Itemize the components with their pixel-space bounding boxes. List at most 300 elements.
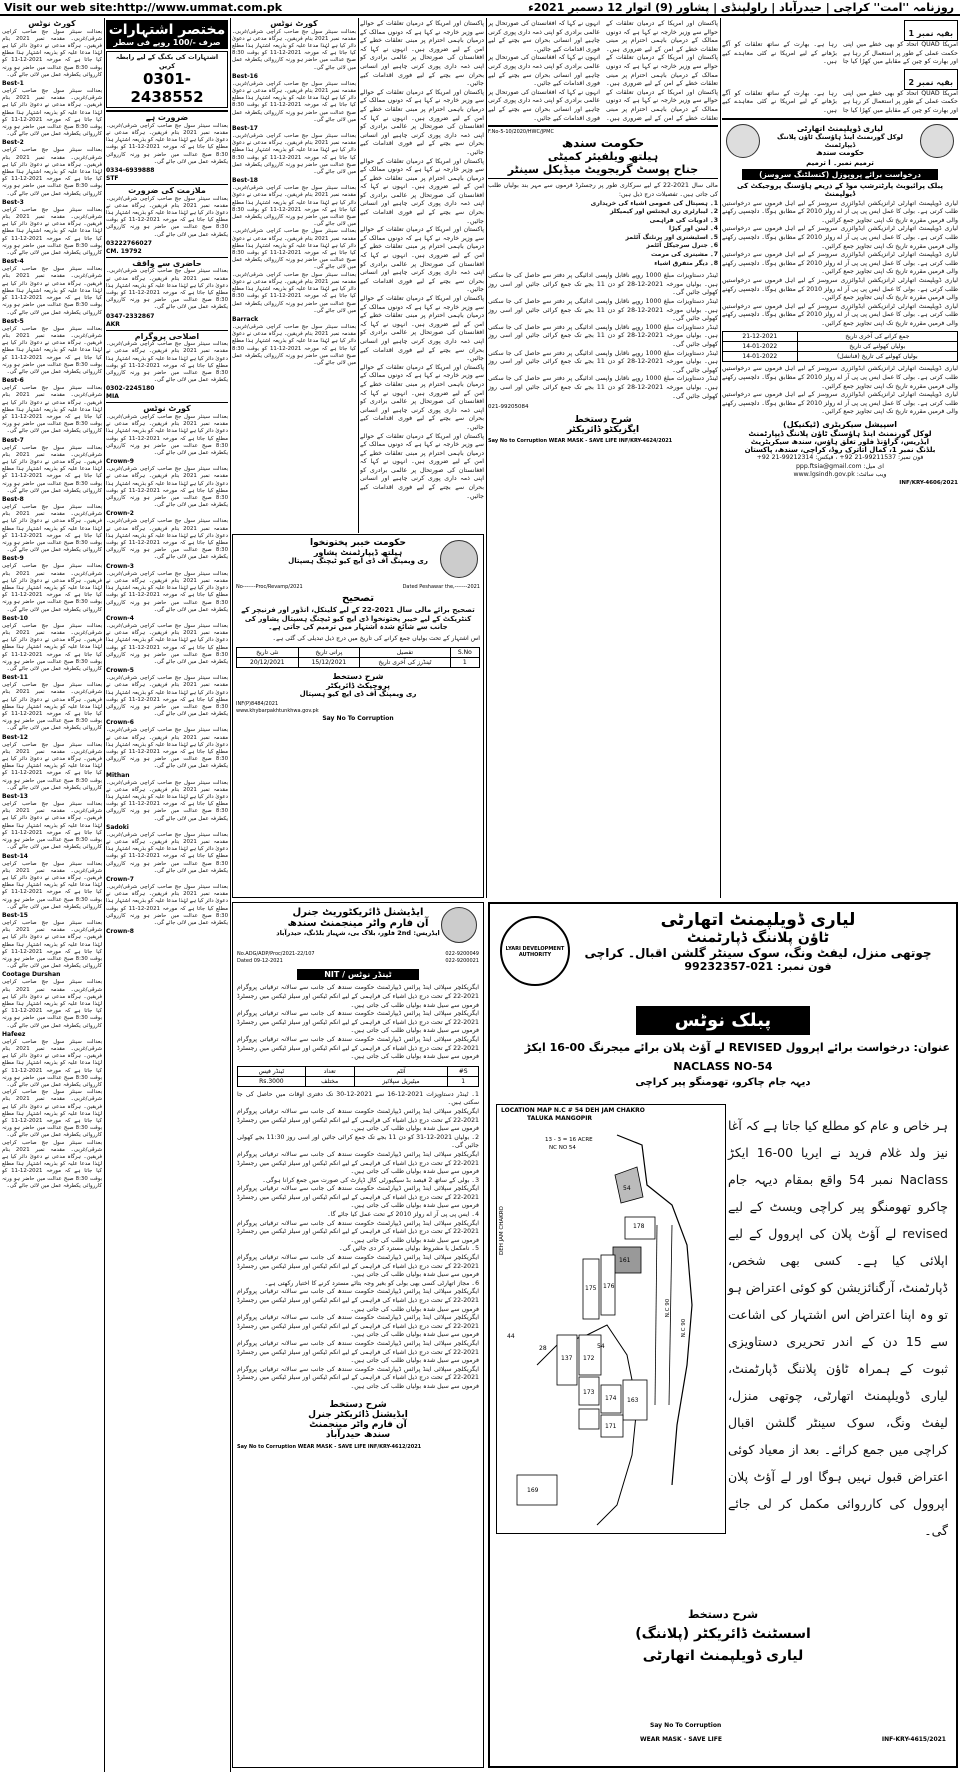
adg-sign4: سندھ حیدرآباد: [325, 1429, 391, 1440]
classified-text: بعدالت سینئر سول جج صاحب کراچی شرقی/غربی۔ مقدمہ نمبر 2021 بنام فریقین۔ ہرگاہ مدعی نے دعویٰ دائر کیا ہے لہٰذا مدعا علیہ کو بذریعہ اشتہار ہذا مطلع کیا جاتا ہے کہ مورخہ 2021-12-11 کو بوقت 8:30 صبح عدالت میں حاضر ہو ورنہ کارروائی یکطرفہ عمل میں لائی جائے گی۔: [106, 831, 228, 874]
classified-text: بعدالت سینئر سول جج صاحب کراچی شرقی/غربی۔ مقدمہ نمبر 2021 بنام فریقین۔ ہرگاہ مدعی نے دعویٰ دائر کیا ہے لہٰذا مدعا علیہ کو بذریعہ اشتہار ہذا مطلع کیا جاتا ہے کہ مورخہ 2021-12-11 کو بوقت 8:30 صبح عدالت میں حاضر ہو ورنہ کارروائی یکطرفہ عمل میں لائی جائے گی۔: [106, 570, 228, 613]
classified-text: بعدالت سینئر سول جج صاحب کراچی شرقی/غربی۔ مقدمہ نمبر 2021 بنام فریقین۔ ہرگاہ مدعی نے دعویٰ دائر کیا ہے لہٰذا مدعا علیہ کو بذریعہ اشتہار ہذا مطلع کیا جاتا ہے کہ مورخہ 2021-12-11 کو بوقت 8:30 صبح عدالت میں حاضر ہو ورنہ کارروائی یکطرفہ عمل میں لائی جائے گی۔: [232, 133, 356, 176]
crown-label: Crown-2: [106, 510, 134, 518]
jpmc-center: جناح پوسٹ گریجویٹ میڈیکل سینٹر: [488, 163, 718, 179]
plot-label: 175: [585, 1285, 597, 1292]
adg-body: ایگریکلچر سپلائی اینڈ پرائس ڈیپارٹمنٹ حکومت سندھ کی جانب سے سالانہ ترقیاتی پروگرام 2021-22 کے تحت درج ذیل اشیاء کی فراہمی کے لیے انکم ٹیکس اور سیلز ٹیکس میں رجسٹرڈ فرموں سے سیل شدہ بولیاں طلب کی جاتی ہیں۔: [237, 984, 479, 1009]
jpmc-committee: ہیلتھ ویلفیئر کمیٹی: [547, 150, 659, 164]
jpmc-item: 8۔ دیگر متفرق اشیاء: [654, 259, 718, 267]
quad-head-box: [904, 20, 958, 41]
news-body: پاکستان اور امریکا کے درمیان تعلقات کے حوالے سے وزیر خارجہ نے کہا ہے کہ دونوں ممالک کے درمیان باہمی احترام پر مبنی تعلقات خطے کے امن کے لیے ضروری ہیں۔ انہوں نے کہا کہ افغانستان کی صورتحال پر عالمی برادری کو اپنی ذمہ داری پوری کرنی چاہیے اور انسانی بحران سے بچنے کے لیے فوری اقدامات کیے جائیں۔: [360, 88, 484, 156]
map-title: LOCATION MAP N.C # 54 DEH JAM CHAKRO: [501, 1107, 645, 1114]
lda-logo-icon: [500, 916, 570, 986]
best-label: Best-6: [2, 377, 24, 385]
adg-footer: Say No to Corruption WEAR MASK - SAVE LIFE INF/KRY-4612/2021: [237, 1443, 422, 1450]
lda-rfp-ad: [722, 122, 958, 486]
lda-sign3: لیاری ڈویلپمنٹ اتھارٹی: [642, 1648, 804, 1664]
table-cell: ٹینڈر فیس: [238, 1066, 306, 1076]
classified-column-right: [232, 20, 356, 530]
news-column: [360, 20, 484, 530]
crown-label: Crown-8: [106, 928, 134, 936]
kp-header: [236, 538, 480, 584]
map-nc90: N.C 90: [665, 1298, 672, 1318]
classified-phone: 0302-2245180: [106, 385, 155, 393]
classified-text: بعدالت سینئر سول جج صاحب کراچی شرقی/غربی۔ مقدمہ نمبر 2021 بنام فریقین۔ ہرگاہ مدعی نے دعویٰ دائر کیا ہے لہٰذا مدعا علیہ کو بذریعہ اشتہار ہذا مطلع کیا جاتا ہے کہ مورخہ 2021-12-11 کو بوقت 8:30 صبح عدالت میں حاضر ہو ورنہ کارروائی یکطرفہ عمل میں لائی جائے گی۔: [2, 801, 102, 851]
divider: [106, 184, 228, 185]
adg-body: ایگریکلچر سپلائی اینڈ پرائس ڈیپارٹمنٹ حکومت سندھ کی جانب سے سالانہ ترقیاتی پروگرام 2021-22 کے تحت درج ذیل اشیاء کی فراہمی کے لیے انکم ٹیکس اور سیلز ٹیکس میں رجسٹرڈ فرموں سے سیل شدہ بولیاں طلب کی جاتی ہیں۔: [237, 1035, 479, 1061]
classified-suffix: AKR: [106, 320, 120, 328]
jpmc-item: 3۔ ادویات کی فراہمی: [649, 216, 718, 224]
adg-tender-ad: [232, 902, 484, 1768]
table-cell: 1: [448, 1076, 479, 1086]
table-row: [237, 647, 480, 657]
plot-label: 28: [539, 1345, 547, 1352]
table-cell: 21-12-2021: [723, 332, 798, 342]
booking-text: اشتہارات کی بکنگ کے لیے رابطہ کریں: [115, 53, 219, 70]
best-label: Best-10: [2, 614, 28, 622]
best-label: Best-4: [2, 258, 24, 266]
news-body: پاکستان اور امریکا کے درمیان تعلقات کے حوالے سے وزیر خارجہ نے کہا ہے کہ دونوں ممالک کے درمیان باہمی احترام پر مبنی تعلقات خطے کے امن کے لیے ضروری ہیں۔ انہوں نے کہا کہ افغانستان کی صورتحال پر عالمی برادری کو اپنی ذمہ داری پوری کرنی چاہیے اور انسانی بحران سے بچنے کے لیے فوری اقدامات کیے جائیں۔: [360, 226, 484, 294]
kp-sign2: پروجیکٹ ڈائریکٹر: [326, 680, 390, 690]
best-label: Best-3: [2, 198, 24, 206]
court-notice-head: کورٹ نوٹس: [143, 404, 191, 414]
adg-header: [237, 907, 479, 951]
adg-body: ایگریکلچر سپلائی اینڈ پرائس ڈیپارٹمنٹ حکومت سندھ کی جانب سے سالانہ ترقیاتی پروگرام 2021-22 کے تحت درج ذیل اشیاء کی فراہمی کے لیے انکم ٹیکس اور سیلز ٹیکس میں رجسٹرڈ فرموں سے سیل شدہ بولیاں طلب کی جاتی ہیں۔: [237, 1254, 479, 1279]
map-area1: 13 - 3 = 16 ACRE: [545, 1137, 593, 1143]
classified-text: بعدالت سینئر سول جج صاحب کراچی شرقی/غربی۔ مقدمہ نمبر 2021 بنام فریقین۔ ہرگاہ مدعی نے دعویٰ دائر کیا ہے لہٰذا مدعا علیہ کو بذریعہ اشتہار ہذا مطلع کیا جاتا ہے کہ مورخہ 2021-12-11 کو بوقت 8:30 صبح عدالت میں حاضر ہو ورنہ کارروائی یکطرفہ عمل میں لائی جائے گی۔: [2, 503, 102, 554]
news-body: پاکستان اور امریکا کے درمیان تعلقات کے حوالے سے وزیر خارجہ نے کہا ہے کہ دونوں ممالک کے درمیان باہمی احترام پر مبنی تعلقات خطے کے امن کے لیے ضروری ہیں۔ انہوں نے کہا کہ افغانستان کی صورتحال پر عالمی برادری کو اپنی ذمہ داری پوری کرنی چاہیے اور انسانی بحران سے بچنے کے لیے فوری اقدامات کیے جائیں۔: [360, 157, 484, 225]
classified-text: بعدالت سینئر سول جج صاحب کراچی شرقی/غربی۔ مقدمہ نمبر 2021 بنام فریقین۔ ہرگاہ مدعی نے دعویٰ دائر کیا ہے لہٰذا مدعا علیہ کو بذریعہ اشتہار ہذا مطلع کیا جاتا ہے کہ مورخہ 2021-12-11 کو بوقت 8:30 صبح عدالت میں حاضر ہو ورنہ کارروائی یکطرفہ عمل میں لائی جائے گی۔: [106, 727, 228, 770]
rfp-subject: پبلک پرائیویٹ پارٹنرشپ موڈ کے ذریعے ہاؤسنگ پروجیکٹ کی ڈیولپمنٹ: [737, 181, 943, 198]
table-cell: 14-01-2022: [723, 352, 798, 362]
plot-label: 178: [633, 1223, 645, 1230]
classified-text: بعدالت سینئر سول جج صاحب کراچی شرقی/غربی۔ مقدمہ نمبر 2021 بنام فریقین۔ ہرگاہ مدعی نے دعویٰ دائر کیا ہے لہٰذا مدعا علیہ کو بذریعہ اشتہار ہذا مطلع کیا جاتا ہے کہ مورخہ 2021-12-11 کو بوقت 8:30 صبح عدالت میں حاضر ہو ورنہ کارروائی یکطرفہ عمل میں لائی جائے گی۔: [106, 414, 228, 457]
jpmc-phone: 021-99205084: [488, 404, 529, 411]
lda-mask: WEAR MASK - SAVE LIFE: [640, 1736, 722, 1743]
name-label: Cootage Durshan: [2, 971, 61, 979]
best-label: Best-17: [232, 125, 258, 133]
table-cell: Rs.3000: [238, 1076, 306, 1086]
adg-clause: 4۔ ایس پی پی آر اے رولز 2010 کے تحت عمل کیا جائے گا۔: [327, 1211, 479, 1219]
table-cell: پرانی تاریخ: [298, 647, 360, 657]
jpmc-item: 6۔ جنرل سرجیکل آئٹمز: [646, 242, 718, 250]
adg-address: ایڈریس: 2nd فلور، بلاک بی، شہباز بلڈنگ، حیدرآباد: [276, 929, 440, 937]
jpmc-footer: Say No to Corruption WEAR MASK - SAVE LIFE INF/KRY-4624/2021: [488, 438, 673, 445]
best-label: Best-1: [2, 80, 24, 88]
rfp-authority: لیاری ڈویلپمنٹ اتھارٹی: [797, 123, 883, 133]
table-cell: S#: [448, 1066, 479, 1076]
adg-clause: 2۔ بولیاں 2021-12-31 کو دن 11 بجے تک جمع کرائی جائیں اور اسی روز 11:30 بجے کھولی جائیں گی۔: [237, 1133, 480, 1150]
jpmc-intro: مالی سال 2021-22 کے لیے سرکاری طور پر رجسٹرڈ فرموں سے مہر بند بولیاں طلب کی جاتی ہیں۔ تفصیلات درج ذیل ہیں:: [488, 182, 718, 198]
plot-label: 137: [561, 1355, 573, 1362]
misc-head: ملازمت کی ضرورت: [128, 186, 206, 195]
divider: [106, 330, 228, 331]
lda-header: [496, 910, 950, 1002]
adg-title2: آن فارم واٹر مینجمنٹ سندھ: [287, 918, 429, 929]
classified-suffix: CM. 19792: [106, 247, 142, 255]
lda-banner: پبلک نوٹس: [636, 1006, 810, 1035]
sindh-seal-icon: [441, 907, 477, 943]
lda-sign1: شرح دستخط: [687, 1608, 759, 1621]
quad-head: بقیہ نمبر 1: [908, 29, 953, 38]
classified-text: بعدالت سینئر سول جج صاحب کراچی شرقی/غربی۔ مقدمہ نمبر 2021 بنام فریقین۔ ہرگاہ مدعی نے دعویٰ دائر کیا ہے لہٰذا مدعا علیہ کو بذریعہ اشتہار ہذا مطلع کیا جاتا ہے کہ مورخہ 2021-12-11 کو بوقت 8:30 صبح عدالت میں حاضر ہو ورنہ کارروائی یکطرفہ عمل میں لائی جائے گی۔: [232, 28, 356, 71]
adg-body: ایگریکلچر سپلائی اینڈ پرائس ڈیپارٹمنٹ حکومت سندھ کی جانب سے سالانہ ترقیاتی پروگرام 2021-22 کے تحت درج ذیل اشیاء کی فراہمی کے لیے انکم ٹیکس اور سیلز ٹیکس میں رجسٹرڈ فرموں سے سیل شدہ بولیاں طلب کی جاتی ہیں۔: [237, 1010, 479, 1035]
rfp-body: لیاری ڈویلپمنٹ اتھارٹی ٹرانزیکشن ایڈوائزری سروسز کے لیے اہل فرموں سے درخواستیں طلب کرتی ہے۔ بولی کا عمل ایس پی پی آر اے رولز 2010 کے مطابق ہوگا۔ دلچسپی رکھنے والی فرمیں مقررہ تاریخ تک اپنی تجاویز جمع کرائیں۔: [722, 199, 958, 224]
news-body: پاکستان اور امریکا کے درمیان تعلقات کے حوالے سے وزیر خارجہ نے کہا ہے کہ دونوں ممالک کے درمیان باہمی احترام پر مبنی تعلقات خطے کے امن کے لیے ضروری ہیں۔ انہوں نے کہا کہ افغانستان کی صورتحال پر عالمی برادری کو اپنی ذمہ داری پوری کرنی چاہیے اور انسانی بحران سے بچنے کے لیے فوری اقدامات کیے جائیں۔: [360, 432, 484, 500]
column-rule: [104, 18, 105, 1772]
lda-dept: ٹاؤن پلاننگ ڈپارٹمنٹ: [686, 930, 830, 946]
adg-nit: ٹینڈر نوٹس / NIT: [297, 969, 419, 980]
plot-label: 171: [605, 1423, 617, 1430]
page-header: [0, 0, 960, 16]
plot-label: 54: [623, 1185, 631, 1192]
needed-head: ضرورت ہے: [145, 113, 189, 123]
map-area2: NC NO 54: [549, 1145, 576, 1151]
adg-no: No.ADG/ADP/Proc/2021-22/107: [237, 951, 315, 957]
classified-text: بعدالت سینئر سول جج صاحب کراچی شرقی/غربی۔ مقدمہ نمبر 2021 بنام فریقین۔ ہرگاہ مدعی نے دعویٰ دائر کیا ہے لہٰذا مدعا علیہ کو بذریعہ اشتہار ہذا مطلع کیا جاتا ہے کہ مورخہ 2021-12-11 کو بوقت 8:30 صبح عدالت میں حاضر ہو ورنہ کارروائی یکطرفہ عمل میں لائی جائے گی۔: [2, 1038, 102, 1088]
rfp-body: لیاری ڈویلپمنٹ اتھارٹی ٹرانزیکشن ایڈوائزری سروسز کے لیے اہل فرموں سے درخواستیں طلب کرتی ہے۔ بولی کا عمل ایس پی پی آر اے رولز 2010 کے مطابق ہوگا۔ دلچسپی رکھنے والی فرمیں مقررہ تاریخ تک اپنی تجاویز جمع کرائیں۔: [722, 365, 958, 390]
rfp-banner: درخواست برائے پروپوزل (کنسلٹنگ سروسز): [742, 169, 938, 180]
rfp-body: لیاری ڈویلپمنٹ اتھارٹی ٹرانزیکشن ایڈوائزری سروسز کے لیے اہل فرموں سے درخواستیں طلب کرتی ہے۔ بولی کا عمل ایس پی پی آر اے رولز 2010 کے مطابق ہوگا۔ دلچسپی رکھنے والی فرمیں مقررہ تاریخ تک اپنی تجاویز جمع کرائیں۔: [722, 302, 958, 327]
cont-head-box: [904, 69, 958, 90]
rfp-phone: فون نمبر: 99211537-21 92+ ، فیکس: 99212314-21 92+: [756, 454, 924, 462]
plot-label: 172: [583, 1355, 595, 1362]
lda-public-notice: [488, 902, 958, 1768]
rfp-address: ایڈریس، گراؤنڈ فلور تغلق ہاؤس، سندھ سیکریٹریٹ: [750, 438, 930, 447]
table-row: [723, 352, 958, 362]
classified-text: بعدالت سینئر سول جج صاحب کراچی شرقی/غربی۔ مقدمہ نمبر 2021 بنام فریقین۔ ہرگاہ مدعی نے دعویٰ دائر کیا ہے لہٰذا مدعا علیہ کو بذریعہ اشتہار ہذا مطلع کیا جاتا ہے کہ مورخہ 2021-12-11 کو بوقت 8:30 صبح عدالت میں حاضر ہو ورنہ کارروائی یکطرفہ عمل میں لائی جائے گی۔: [2, 28, 102, 78]
table-cell: تعداد: [305, 1066, 354, 1076]
right-column: [722, 20, 958, 898]
table-cell: نئی تاریخ: [237, 647, 299, 657]
classifieds-title: [106, 20, 228, 49]
news-body: پاکستان اور امریکا کے درمیان تعلقات کے حوالے سے وزیر خارجہ نے کہا ہے کہ دونوں ممالک کے درمیان باہمی احترام پر مبنی تعلقات خطے کے امن کے لیے ضروری ہیں۔ انہوں نے کہا کہ افغانستان کی صورتحال پر عالمی برادری کو اپنی ذمہ داری پوری کرنی چاہیے اور انسانی بحران سے بچنے کے لیے فوری اقدامات کیے جائیں۔: [488, 88, 718, 122]
adg-date-line: [237, 958, 479, 965]
divider: [106, 402, 228, 403]
classified-text: بعدالت سینئر سول جج صاحب کراچی شرقی/غربی۔ مقدمہ نمبر 2021 بنام فریقین۔ ہرگاہ مدعی نے دعویٰ دائر کیا ہے لہٰذا مدعا علیہ کو بذریعہ اشتہار ہذا مطلع کیا جاتا ہے کہ مورخہ 2021-12-11 کو بوقت 8:30 صبح عدالت میں حاضر ہو ورنہ کارروائی یکطرفہ عمل میں لائی جائے گی۔: [232, 228, 356, 271]
classified-text: بعدالت سینئر سول جج صاحب کراچی شرقی/غربی۔ مقدمہ نمبر 2021 بنام فریقین۔ ہرگاہ مدعی نے دعویٰ دائر کیا ہے لہٰذا مدعا علیہ کو بذریعہ اشتہار ہذا مطلع کیا جاتا ہے کہ مورخہ 2021-12-11 کو بوقت 8:30 صبح عدالت میں حاضر ہو ورنہ کارروائی یکطرفہ عمل میں لائی جائے گی۔: [106, 884, 228, 927]
adg-dated: Dated 09-12-2021: [237, 958, 283, 965]
rfp-subgov: حکومت سندھ: [815, 148, 865, 157]
website-url[interactable]: Visit our web site:http://www.ummat.com.pk: [4, 1, 283, 14]
classified-text: بعدالت سینئر سول جج صاحب کراچی شرقی/غربی۔ مقدمہ نمبر 2021 بنام فریقین۔ ہرگاہ مدعی نے دعویٰ دائر کیا ہے لہٰذا مدعا علیہ کو بذریعہ اشتہار ہذا مطلع کیا جاتا ہے کہ مورخہ 2021-12-11 کو بوقت 8:30 صبح عدالت میں حاضر ہو ورنہ کارروائی یکطرفہ عمل میں لائی جائے گی۔: [2, 622, 102, 673]
adg-phone1: 022-9200049: [445, 951, 479, 957]
kp-seal-icon: [440, 540, 478, 578]
misc-head: اصلاحی پروگرام: [134, 331, 200, 341]
classified-text: بعدالت سینئر سول جج صاحب کراچی شرقی/غربی۔ مقدمہ نمبر 2021 بنام فریقین۔ ہرگاہ مدعی نے دعویٰ دائر کیا ہے لہٰذا مدعا علیہ کو بذریعہ اشتہار ہذا مطلع کیا جاتا ہے کہ مورخہ 2021-12-11 کو بوقت 8:30 صبح عدالت میں حاضر ہو ورنہ کارروائی یکطرفہ عمل میں لائی جائے گی۔: [106, 622, 228, 665]
crown-label: Crown-9: [106, 458, 134, 466]
rfp-body: لیاری ڈویلپمنٹ اتھارٹی ٹرانزیکشن ایڈوائزری سروسز کے لیے اہل فرموں سے درخواستیں طلب کرتی ہے۔ بولی کا عمل ایس پی پی آر اے رولز 2010 کے مطابق ہوگا۔ دلچسپی رکھنے والی فرمیں مقررہ تاریخ تک اپنی تجاویز جمع کرائیں۔: [722, 391, 958, 416]
rfp-address2: بلڈنگ نمبر 1، کمال اتاترک روڈ، کراچی، سندھ، پاکستان: [744, 446, 936, 455]
plot-label: 44: [507, 1333, 515, 1340]
kp-corruption: Say No To Corruption: [322, 714, 394, 722]
news-body: پاکستان اور امریکا کے درمیان تعلقات کے حوالے سے وزیر خارجہ نے کہا ہے کہ دونوں ممالک کے درمیان باہمی احترام پر مبنی تعلقات خطے کے امن کے لیے ضروری ہیں۔ انہوں نے کہا کہ افغانستان کی صورتحال پر عالمی برادری کو اپنی ذمہ داری پوری کرنی چاہیے اور انسانی بحران سے بچنے کے لیے فوری اقدامات کیے جائیں۔: [488, 54, 718, 88]
name-label: Hafeez: [2, 1030, 26, 1038]
table-cell: 1: [450, 657, 479, 667]
table-cell: 15/12/2021: [298, 657, 360, 667]
adg-body: ایگریکلچر سپلائی اینڈ پرائس ڈیپارٹمنٹ حکومت سندھ کی جانب سے سالانہ ترقیاتی پروگرام 2021-22 کے تحت درج ذیل اشیاء کی فراہمی کے لیے انکم ٹیکس اور سیلز ٹیکس میں رجسٹرڈ فرموں سے سیل شدہ بولیاں طلب کی جاتی ہیں۔: [237, 1365, 479, 1390]
jpmc-item: 2۔ لیبارٹری ری ایجنٹس اور کیمیکلز: [609, 208, 718, 216]
lda-deh: دیہہ جام چاکرو، تھومنگو پیر کراچی: [635, 1077, 811, 1088]
classified-column-mid: [106, 20, 228, 1770]
kp-table: [236, 647, 480, 668]
table-cell: S.No: [450, 647, 479, 657]
column-rule: [230, 18, 231, 1772]
adg-ref-line: [237, 951, 479, 958]
kp-dept: ہیلتھ ڈیپارٹمنٹ پشاور: [313, 548, 403, 557]
news-body: پاکستان اور امریکا کے درمیان تعلقات کے حوالے سے وزیر خارجہ نے کہا ہے کہ دونوں ممالک کے درمیان باہمی احترام پر مبنی تعلقات خطے کے امن کے لیے ضروری ہیں۔ انہوں نے کہا کہ افغانستان کی صورتحال پر عالمی برادری کو اپنی ذمہ داری پوری کرنی چاہیے اور انسانی بحران سے بچنے کے لیے فوری اقدامات کیے جائیں۔: [360, 363, 484, 431]
dateline: روزنامہ ''امت'' کراچی | حیدرآباد | راولپنڈی | پشاور (9) اتوار 12 دسمبر 2021ء: [528, 1, 954, 14]
best-label: Best-2: [2, 139, 24, 147]
rfp-dates-table: [722, 331, 958, 362]
court-notice-head: کورٹ نوٹس: [28, 20, 76, 28]
best-label: Best-12: [2, 733, 28, 741]
jpmc-body: ٹینڈر دستاویزات مبلغ 1000 روپے ناقابل واپسی ادائیگی پر دفتر سے حاصل کی جا سکتی ہیں۔ بولیاں مورخہ 2021-12-28 کو دن 11 بجے تک جمع کرائی جائیں اور اسی روز کھولی جائیں گی۔: [488, 375, 718, 400]
plot-label: 176: [603, 1283, 615, 1290]
classified-text: بعدالت سینئر سول جج صاحب کراچی شرقی/غربی۔ مقدمہ نمبر 2021 بنام فریقین۔ ہرگاہ مدعی نے دعویٰ دائر کیا ہے لہٰذا مدعا علیہ کو بذریعہ اشتہار ہذا مطلع کیا جاتا ہے کہ مورخہ 2021-12-11 کو بوقت 8:30 صبح عدالت میں حاضر ہو ورنہ کارروائی یکطرفہ عمل میں لائی جائے گی۔: [2, 88, 102, 138]
news-body: پاکستان اور امریکا کے درمیان تعلقات کے حوالے سے وزیر خارجہ نے کہا ہے کہ دونوں ممالک کے درمیان باہمی احترام پر مبنی تعلقات خطے کے امن کے لیے ضروری ہیں۔ انہوں نے کہا کہ افغانستان کی صورتحال پر عالمی برادری کو اپنی ذمہ داری پوری کرنی چاہیے اور انسانی بحران سے بچنے کے لیے فوری اقدامات کیے جائیں۔: [360, 295, 484, 363]
classified-text: بعدالت سینئر سول جج صاحب کراچی شرقی/غربی۔ مقدمہ نمبر 2021 بنام فریقین۔ ہرگاہ مدعی نے دعویٰ دائر کیا ہے لہٰذا مدعا علیہ کو بذریعہ اشتہار ہذا مطلع کیا جاتا ہے کہ مورخہ 2021-12-11 کو بوقت 8:30 صبح عدالت میں حاضر ہو ورنہ کارروائی یکطرفہ عمل میں لائی جائے گی۔: [106, 466, 228, 509]
quad-text: امریکا QUAD اتحاد کو بھی خطے میں اپنی حکمت عملی کے طور پر استعمال کر رہا ہے اور بھارت کو چین کے مقابلے میں کھڑا کیا جا رہا ہے۔ بھارت کے ساتھ تعلقات کو آگے بڑھانے کے لیے امریکا نے کئی معاہدے کیے ہیں۔: [722, 89, 958, 114]
crown-label: Crown-7: [106, 876, 134, 883]
lda-address: چوتھی منزل، لیفٹ ونگ، سوک سینٹر گلشن اقبال۔ کراچی: [584, 946, 932, 960]
jpmc-body: ٹینڈر دستاویزات مبلغ 1000 روپے ناقابل واپسی ادائیگی پر دفتر سے حاصل کی جا سکتی ہیں۔ بولیاں مورخہ 2021-12-28 کو دن 11 بجے تک جمع کرائی جائیں اور اسی روز کھولی جائیں گی۔: [488, 272, 718, 297]
jpmc-ad: [488, 129, 718, 444]
classified-text: بعدالت سینئر سول جج صاحب کراچی شرقی/غربی۔ مقدمہ نمبر 2021 بنام فریقین۔ ہرگاہ مدعی نے دعویٰ دائر کیا ہے لہٰذا مدعا علیہ کو بذریعہ اشتہار ہذا مطلع کیا جاتا ہے کہ مورخہ 2021-12-11 کو بوقت 8:30 صبح عدالت میں حاضر ہو ورنہ کارروائی یکطرفہ عمل میں لائی جائے گی۔: [106, 268, 228, 311]
lda-subject: عنوان: درخواست برائے اپروول REVISED لے آؤٹ پلان برائے میجرنگ 00-16 ایکڑ: [524, 1041, 950, 1054]
classified-text: بعدالت سینئر سول جج صاحب کراچی شرقی/غربی۔ مقدمہ نمبر 2021 بنام فریقین۔ ہرگاہ مدعی نے دعویٰ دائر کیا ہے لہٰذا مدعا علیہ کو بذریعہ اشتہار ہذا مطلع کیا جاتا ہے کہ مورخہ 2021-12-11 کو بوقت 8:30 صبح عدالت میں حاضر ہو ورنہ کارروائی یکطرفہ عمل میں لائی جائے گی۔: [232, 323, 356, 366]
adg-body: ایگریکلچر سپلائی اینڈ پرائس ڈیپارٹمنٹ حکومت سندھ کی جانب سے سالانہ ترقیاتی پروگرام 2021-22 کے تحت درج ذیل اشیاء کی فراہمی کے لیے انکم ٹیکس اور سیلز ٹیکس میں رجسٹرڈ فرموں سے سیل شدہ بولیاں طلب کی جاتی ہیں۔: [237, 1185, 479, 1210]
location-map: [496, 1104, 726, 1534]
adg-clause: 6۔ مجاز اتھارٹی کسی بھی بولی کو بغیر وجہ بتائے مسترد کرنے کا اختیار رکھتی ہے۔: [264, 1279, 479, 1287]
rfp-email[interactable]: ای میل: ppp.ftsia@gmail.com: [796, 462, 884, 470]
rfp-body: لیاری ڈویلپمنٹ اتھارٹی ٹرانزیکشن ایڈوائزری سروسز کے لیے اہل فرموں سے درخواستیں طلب کرتی ہے۔ بولی کا عمل ایس پی پی آر اے رولز 2010 کے مطابق ہوگا۔ دلچسپی رکھنے والی فرمیں مقررہ تاریخ تک اپنی تجاویز جمع کرائیں۔: [722, 276, 958, 302]
classified-text: بعدالت سینئر سول جج صاحب کراچی شرقی/غربی۔ مقدمہ نمبر 2021 بنام فریقین۔ ہرگاہ مدعی نے دعویٰ دائر کیا ہے لہٰذا مدعا علیہ کو بذریعہ اشتہار ہذا مطلع کیا جاتا ہے کہ مورخہ 2021-12-11 کو بوقت 8:30 صبح عدالت میں حاضر ہو ورنہ کارروائی یکطرفہ عمل میں لائی جائے گی۔: [106, 779, 228, 822]
court-notice-head: کورٹ نوٹس: [270, 20, 318, 28]
adg-sign: شرح دستخط: [329, 1399, 387, 1410]
plot-label: 174: [605, 1395, 617, 1402]
classified-text: بعدالت سینئر سول جج صاحب کراچی شرقی/غربی۔ مقدمہ نمبر 2021 بنام فریقین۔ ہرگاہ مدعی نے دعویٰ دائر کیا ہے لہٰذا مدعا علیہ کو بذریعہ اشتہار ہذا مطلع کیا جاتا ہے کہ مورخہ 2021-12-11 کو بوقت 8:30 صبح عدالت میں حاضر ہو ورنہ کارروائی یکطرفہ عمل میں لائی جائے گی۔: [232, 185, 356, 228]
jpmc-body: ٹینڈر دستاویزات مبلغ 1000 روپے ناقابل واپسی ادائیگی پر دفتر سے حاصل کی جا سکتی ہیں۔ بولیاں مورخہ 2021-12-28 کو دن 11 بجے تک جمع کرائی جائیں اور اسی روز کھولی جائیں گی۔: [488, 323, 718, 349]
table-cell: 14-01-2022: [723, 342, 798, 352]
classified-text: بعدالت سینئر سول جج صاحب کراچی شرقی/غربی۔ مقدمہ نمبر 2021 بنام فریقین۔ ہرگاہ مدعی نے دعویٰ دائر کیا ہے لہٰذا مدعا علیہ کو بذریعہ اشتہار ہذا مطلع کیا جاتا ہے کہ مورخہ 2021-12-11 کو بوقت 8:30 صبح عدالت میں حاضر ہو ورنہ کارروائی یکطرفہ عمل میں لائی جائے گی۔: [2, 563, 102, 613]
lda-phone: فون نمبر: 021-99232357: [684, 960, 832, 973]
divider: [106, 257, 228, 258]
rfp-officer: اسپیشل سیکریٹری (ٹیکنیکل): [783, 420, 897, 430]
classified-text: بعدالت سینئر سول جج صاحب کراچی شرقی/غربی۔ مقدمہ نمبر 2021 بنام فریقین۔ ہرگاہ مدعی نے دعویٰ دائر کیا ہے لہٰذا مدعا علیہ کو بذریعہ اشتہار ہذا مطلع کیا جاتا ہے کہ مورخہ 2021-12-11 کو بوقت 8:30 صبح عدالت میں حاضر ہو ورنہ کارروائی یکطرفہ عمل میں لائی جائے گی۔: [2, 325, 102, 375]
lda-ref: INF-KRY-4615/2021: [881, 1736, 946, 1743]
jpmc-ref: F.No-5-10/2020/HWC/JPMC: [488, 129, 554, 136]
table-row: [723, 342, 958, 352]
jpmc-item: 4۔ لینن اور کپڑا: [669, 225, 718, 233]
name-label: Sadoki: [106, 823, 129, 831]
column-rule: [720, 18, 721, 898]
plot-label: 163: [627, 1397, 639, 1404]
jpmc-body: ٹینڈر دستاویزات مبلغ 1000 روپے ناقابل واپسی ادائیگی پر دفتر سے حاصل کی جا سکتی ہیں۔ بولیاں مورخہ 2021-12-28 کو دن 11 بجے تک جمع کرائی جائیں اور اسی روز کھولی جائیں گی۔: [488, 349, 718, 374]
lda-authority: لیاری ڈویلپمنٹ اتھارٹی: [660, 910, 856, 930]
classified-text: بعدالت سینئر سول جج صاحب کراچی شرقی/غربی۔ مقدمہ نمبر 2021 بنام فریقین۔ ہرگاہ مدعی نے دعویٰ دائر کیا ہے لہٰذا مدعا علیہ کو بذریعہ اشتہار ہذا مطلع کیا جاتا ہے کہ مورخہ 2021-12-11 کو بوقت 8:30 صبح عدالت میں حاضر ہو ورنہ کارروائی یکطرفہ عمل میں لائی جائے گی۔: [232, 271, 356, 314]
name-label: Mithan: [106, 771, 130, 779]
adg-clause: 5۔ نامکمل یا مشروط بولیاں مسترد کر دی جائیں گی۔: [338, 1245, 479, 1253]
rfp-amend: ترمیم نمبر۔ ا ترمیم: [806, 158, 874, 167]
best-label: Best-14: [2, 852, 28, 860]
rfp-gov: لوکل گورنمنٹ اینڈ ہاؤسنگ ٹاؤن پلاننگ ڈیپارٹمنٹ: [776, 132, 903, 149]
kp-no: No-------Proc/Revamp/2021: [236, 584, 303, 590]
table-cell: بولیاں کھولنے کی تاریخ: [797, 342, 957, 352]
name-label: Barrack: [232, 315, 259, 323]
classified-phone: 03222766027: [106, 239, 152, 247]
kp-web[interactable]: www.khybarpakhtunkhwa.gov.pk: [236, 707, 319, 714]
table-row: [237, 657, 480, 667]
adg-body: ایگریکلچر سپلائی اینڈ پرائس ڈیپارٹمنٹ حکومت سندھ کی جانب سے سالانہ ترقیاتی پروگرام 2021-22 کے تحت درج ذیل اشیاء کی فراہمی کے لیے انکم ٹیکس اور سیلز ٹیکس میں رجسٹرڈ فرموں سے سیل شدہ بولیاں طلب کی جاتی ہیں۔: [237, 1107, 479, 1133]
best-label: Best-9: [2, 555, 24, 563]
classified-text: بعدالت سینئر سول جج صاحب کراچی شرقی/غربی۔ مقدمہ نمبر 2021 بنام فریقین۔ ہرگاہ مدعی نے دعویٰ دائر کیا ہے لہٰذا مدعا علیہ کو بذریعہ اشتہار ہذا مطلع کیا جاتا ہے کہ مورخہ 2021-12-11 کو بوقت 8:30 صبح عدالت میں حاضر ہو ورنہ کارروائی یکطرفہ عمل میں لائی جائے گی۔: [2, 979, 102, 1029]
booking-phone[interactable]: 0301-2438552: [130, 70, 204, 107]
misc-head: حاضری سے واقف: [132, 258, 202, 268]
kp-health-ad: [232, 534, 484, 898]
classified-text: بعدالت سینئر سول جج صاحب کراچی شرقی/غربی۔ مقدمہ نمبر 2021 بنام فریقین۔ ہرگاہ مدعی نے دعویٰ دائر کیا ہے لہٰذا مدعا علیہ کو بذریعہ اشتہار ہذا مطلع کیا جاتا ہے کہ مورخہ 2021-12-11 کو بوقت 8:30 صبح عدالت میں حاضر ہو ورنہ کارروائی یکطرفہ عمل میں لائی جائے گی۔: [2, 266, 102, 316]
best-label: Best-16: [232, 72, 258, 80]
table-row: [238, 1076, 479, 1086]
column-rule: [486, 18, 487, 898]
plot-label: 161: [619, 1257, 631, 1264]
classified-phone: 0347-2332867: [106, 312, 155, 320]
classified-text: بعدالت سینئر سول جج صاحب کراچی شرقی/غربی۔ مقدمہ نمبر 2021 بنام فریقین۔ ہرگاہ مدعی نے دعویٰ دائر کیا ہے لہٰذا مدعا علیہ کو بذریعہ اشتہار ہذا مطلع کیا جاتا ہے کہ مورخہ 2021-12-11 کو بوقت 8:30 صبح عدالت میں حاضر ہو ورنہ کارروائی یکطرفہ عمل میں لائی جائے گی۔: [2, 1139, 102, 1189]
kp-body: تصحیح برائے مالی سال 2021-22 کے لیے کلینکل، انڈور اور فرنیچر کے کنٹریکٹ کے لیے خیبر پختونخوا ڈی ایچ کیو ٹیچنگ ہسپتال پشاور کی جانب سے شائع شدہ اشتہار میں ترمیم کی جاتی ہے۔: [241, 606, 475, 632]
classified-text: بعدالت سینئر سول جج صاحب کراچی شرقی/غربی۔ مقدمہ نمبر 2021 بنام فریقین۔ ہرگاہ مدعی نے دعویٰ دائر کیا ہے لہٰذا مدعا علیہ کو بذریعہ اشتہار ہذا مطلع کیا جاتا ہے کہ مورخہ 2021-12-11 کو بوقت 8:30 صبح عدالت میں حاضر ہو ورنہ کارروائی یکطرفہ عمل میں لائی جائے گی۔: [2, 444, 102, 494]
adg-body: ایگریکلچر سپلائی اینڈ پرائس ڈیپارٹمنٹ حکومت سندھ کی جانب سے سالانہ ترقیاتی پروگرام 2021-22 کے تحت درج ذیل اشیاء کی فراہمی کے لیے انکم ٹیکس اور سیلز ٹیکس میں رجسٹرڈ فرموں سے سیل شدہ بولیاں طلب کی جاتی ہیں۔: [237, 1150, 479, 1176]
divider: [722, 118, 958, 120]
jpmc-item: 1۔ ہسپتال کی عمومی اشیاء کی خریداری: [590, 199, 718, 207]
classified-text: بعدالت سینئر سول جج صاحب کراچی شرقی/غربی۔ مقدمہ نمبر 2021 بنام فریقین۔ ہرگاہ مدعی نے دعویٰ دائر کیا ہے لہٰذا مدعا علیہ کو بذریعہ اشتہار ہذا مطلع کیا جاتا ہے کہ مورخہ 2021-12-11 کو بوقت 8:30 صبح عدالت میں حاضر ہو ورنہ کارروائی یکطرفہ عمل میں لائی جائے گی۔: [2, 682, 102, 732]
crown-label: Crown-4: [106, 614, 134, 622]
adg-body: ایگریکلچر سپلائی اینڈ پرائس ڈیپارٹمنٹ حکومت سندھ کی جانب سے سالانہ ترقیاتی پروگرام 2021-22 کے تحت درج ذیل اشیاء کی فراہمی کے لیے انکم ٹیکس اور سیلز ٹیکس میں رجسٹرڈ فرموں سے سیل شدہ بولیاں طلب کی جاتی ہیں۔: [237, 1219, 479, 1244]
classifieds-title-text: مختصر اشتہارات: [108, 22, 226, 38]
jpmc-item: 5۔ اسٹیشنری اور پرنٹنگ آئٹمز: [625, 233, 718, 241]
classified-suffix: STF: [106, 175, 119, 182]
kp-body2: اس اشتہار کے تحت بولیاں جمع کرانے کی تاریخ میں درج ذیل تبدیلی کی گئی ہے۔: [272, 634, 480, 642]
lda-logo-text: LYARI DEVELOPMENT AUTHORITY: [505, 946, 565, 958]
classified-text: بعدالت سینئر سول جج صاحب کراچی شرقی/غربی۔ مقدمہ نمبر 2021 بنام فریقین۔ ہرگاہ مدعی نے دعویٰ دائر کیا ہے لہٰذا مدعا علیہ کو بذریعہ اشتہار ہذا مطلع کیا جاتا ہے کہ مورخہ 2021-12-11 کو بوقت 8:30 صبح عدالت میں حاضر ہو ورنہ کارروائی یکطرفہ عمل میں لائی جائے گی۔: [106, 675, 228, 718]
plot-label: 173: [583, 1389, 595, 1396]
classified-text: بعدالت سینئر سول جج صاحب کراچی شرقی/غربی۔ مقدمہ نمبر 2021 بنام فریقین۔ ہرگاہ مدعی نے دعویٰ دائر کیا ہے لہٰذا مدعا علیہ کو بذریعہ اشتہار ہذا مطلع کیا جاتا ہے کہ مورخہ 2021-12-11 کو بوقت 8:30 صبح عدالت میں حاضر ہو ورنہ کارروائی یکطرفہ عمل میں لائی جائے گی۔: [232, 80, 356, 123]
adg-sign3: آن فارم واٹر مینجمنٹ: [309, 1419, 407, 1430]
table-cell: 20/12/2021: [237, 657, 299, 667]
table-cell: مختلف: [305, 1076, 354, 1086]
best-label: Best-8: [2, 495, 24, 503]
column-rule: [358, 18, 359, 533]
booking-box: [106, 51, 228, 108]
lda-seal-icon: [726, 124, 760, 158]
classified-text: بعدالت سینئر سول جج صاحب کراچی شرقی/غربی۔ مقدمہ نمبر 2021 بنام فریقین۔ ہرگاہ مدعی نے دعویٰ دائر کیا ہے لہٰذا مدعا علیہ کو بذریعہ اشتہار ہذا مطلع کیا جاتا ہے کہ مورخہ 2021-12-11 کو بوقت 8:30 صبح عدالت میں حاضر ہو ورنہ کارروائی یکطرفہ عمل میں لائی جائے گی۔: [2, 919, 102, 970]
adg-body: ایگریکلچر سپلائی اینڈ پرائس ڈیپارٹمنٹ حکومت سندھ کی جانب سے سالانہ ترقیاتی پروگرام 2021-22 کے تحت درج ذیل اشیاء کی فراہمی کے لیے انکم ٹیکس اور سیلز ٹیکس میں رجسٹرڈ فرموں سے سیل شدہ بولیاں طلب کی جاتی ہیں۔: [237, 1288, 479, 1313]
classified-text: بعدالت سینئر سول جج صاحب کراچی شرقی/غربی۔ مقدمہ نمبر 2021 بنام فریقین۔ ہرگاہ مدعی نے دعویٰ دائر کیا ہے لہٰذا مدعا علیہ کو بذریعہ اشتہار ہذا مطلع کیا جاتا ہے کہ مورخہ 2021-12-11 کو بوقت 8:30 صبح عدالت میں حاضر ہو ورنہ کارروائی یکطرفہ عمل میں لائی جائے گی۔: [106, 195, 228, 238]
jpmc-sign-title: شرح دستخط: [574, 415, 632, 426]
kp-gov: حکومت خیبر پختونخوا: [310, 538, 406, 548]
best-label: Best-11: [2, 674, 28, 682]
classified-suffix: MIA: [106, 393, 119, 401]
classifieds-rate: صرف -/100 روپے فی سطر: [113, 38, 221, 47]
news-body: پاکستان اور امریکا کے درمیان تعلقات کے حوالے سے وزیر خارجہ نے کہا ہے کہ دونوں ممالک کے درمیان باہمی احترام پر مبنی تعلقات خطے کے امن کے لیے ضروری ہیں۔ انہوں نے کہا کہ افغانستان کی صورتحال پر عالمی برادری کو اپنی ذمہ داری پوری کرنی چاہیے اور انسانی بحران سے بچنے کے لیے فوری اقدامات کیے جائیں۔: [360, 20, 484, 88]
kp-title: تصحیح: [341, 593, 375, 605]
jpmc-gov: حکومت سندھ: [561, 136, 645, 151]
lda-body: ہر خاص و عام کو مطلع کیا جاتا ہے کہ آغا نیز ولد غلام فرید نے ایریا 00-16 ایکڑ Naclass نمبر 54 واقع بمقام دیہہ جام چاکرو تھومنگو پیر کراچی ویسٹ کے لیے revised لے آؤٹ پلان کی اپروول کے لیے اپلائی کیا ہے۔ کسی بھی شخص، ڈپارٹمنٹ، آرگنائزیشن کو کوئی اعتراض ہو تو وہ اپنا اعتراض اس اشتہار کی اشاعت سے 15 دن کے اندر تحریری دستاویزی ثبوت کے ہمراہ ٹاؤن پلاننگ ڈپارٹمنٹ، لیاری ڈویلپمنٹ اتھارٹی، چوتھی منزل، لیفٹ ونگ، سوک سینٹر گلشن اقبال کراچی میں جمع کرائے۔ بعد از معیاد کوئی اعتراض قبول نہیں ہوگا اور لے آؤٹ پلان اپروول کی کارروائی مکمل کر لی جائے گی۔: [728, 1118, 949, 1538]
classified-text: بعدالت سینئر سول جج صاحب کراچی شرقی/غربی۔ مقدمہ نمبر 2021 بنام فریقین۔ ہرگاہ مدعی نے دعویٰ دائر کیا ہے لہٰذا مدعا علیہ کو بذریعہ اشتہار ہذا مطلع کیا جاتا ہے کہ مورخہ 2021-12-11 کو بوقت 8:30 صبح عدالت میں حاضر ہو ورنہ کارروائی یکطرفہ عمل میں لائی جائے گی۔: [2, 1089, 102, 1139]
lda-naclass: NACLASS NO-54: [673, 1060, 773, 1073]
best-label: Best-13: [2, 793, 28, 801]
kp-hospital: ری ویمپنگ آف ڈی ایچ کیو ٹیچنگ ہسپتال: [288, 557, 428, 565]
kp-ref-line: [236, 584, 480, 591]
table-cell: تفصیل: [360, 647, 450, 657]
jpmc-body: ٹینڈر دستاویزات مبلغ 1000 روپے ناقابل واپسی ادائیگی پر دفتر سے حاصل کی جا سکتی ہیں۔ بولیاں مورخہ 2021-12-28 کو دن 11 بجے تک جمع کرائی جائیں اور اسی روز کھولی جائیں گی۔: [488, 298, 718, 323]
table-row: [238, 1066, 479, 1076]
lda-corruption: Say No To Corruption: [650, 1722, 722, 1729]
classified-text: بعدالت سینئر سول جج صاحب کراچی شرقی/غربی۔ مقدمہ نمبر 2021 بنام فریقین۔ ہرگاہ مدعی نے دعویٰ دائر کیا ہے لہٰذا مدعا علیہ کو بذریعہ اشتہار ہذا مطلع کیا جاتا ہے کہ مورخہ 2021-12-11 کو بوقت 8:30 صبح عدالت میں حاضر ہو ورنہ کارروائی یکطرفہ عمل میں لائی جائے گی۔: [106, 341, 228, 384]
table-cell: میٹیریل سپلائیز: [354, 1076, 448, 1086]
map-deh: DEH JAM CHAKRO: [499, 1206, 505, 1255]
best-label: Best-18: [232, 177, 258, 185]
classified-column-left: [2, 20, 102, 1770]
table-cell: بولیاں کھولنے کی تاریخ (فنانشل): [797, 352, 957, 362]
rfp-dept: لوکل گورنمنٹ اینڈ ہاؤسنگ ٹاؤن پلاننگ ڈیپارٹمنٹ: [748, 429, 932, 439]
adg-body: ایگریکلچر سپلائی اینڈ پرائس ڈیپارٹمنٹ حکومت سندھ کی جانب سے سالانہ ترقیاتی پروگرام 2021-22 کے تحت درج ذیل اشیاء کی فراہمی کے لیے انکم ٹیکس اور سیلز ٹیکس میں رجسٹرڈ فرموں سے سیل شدہ بولیاں طلب کی جاتی ہیں۔: [237, 1339, 479, 1365]
kp-sign3: ری ویمپنگ آف ڈی ایچ کیو ہسپتال: [299, 689, 417, 698]
crown-label: Crown-6: [106, 719, 134, 727]
crown-label: Crown-3: [106, 562, 134, 570]
rfp-body: لیاری ڈویلپمنٹ اتھارٹی ٹرانزیکشن ایڈوائزری سروسز کے لیے اہل فرموں سے درخواستیں طلب کرتی ہے۔ بولی کا عمل ایس پی پی آر اے رولز 2010 کے مطابق ہوگا۔ دلچسپی رکھنے والی فرمیں مقررہ تاریخ تک اپنی تجاویز جمع کرائیں۔: [722, 225, 958, 250]
classified-text: بعدالت سینئر سول جج صاحب کراچی شرقی/غربی۔ مقدمہ نمبر 2021 بنام فریقین۔ ہرگاہ مدعی نے دعویٰ دائر کیا ہے لہٰذا مدعا علیہ کو بذریعہ اشتہار ہذا مطلع کیا جاتا ہے کہ مورخہ 2021-12-11 کو بوقت 8:30 صبح عدالت میں حاضر ہو ورنہ کارروائی یکطرفہ عمل میں لائی جائے گی۔: [2, 147, 102, 197]
quad-text: امریکا QUAD اتحاد کو بھی خطے میں اپنی حکمت عملی کے طور پر استعمال کر رہا ہے اور بھارت کو چین کے مقابلے میں کھڑا کیا جا رہا ہے۔ بھارت کے ساتھ تعلقات کو آگے بڑھانے کے لیے امریکا نے کئی معاہدے کیے ہیں۔: [722, 41, 958, 66]
sindh-seal-icon: [920, 124, 954, 158]
best-label: Best-7: [2, 436, 24, 444]
best-label: Best-5: [2, 317, 24, 325]
map-svg: [497, 1105, 727, 1535]
table-cell: ٹینڈرز کی آخری تاریخ: [360, 657, 450, 667]
adg-clause: 1۔ ٹینڈر دستاویزات 2021-12-16 سے 2021-12-30 تک دفتری اوقات میں حاصل کی جا سکتی ہیں۔: [237, 1090, 479, 1107]
adg-sign2: ایڈیشنل ڈائریکٹر جنرل: [308, 1409, 408, 1420]
classified-text: بعدالت سینئر سول جج صاحب کراچی شرقی/غربی۔ مقدمہ نمبر 2021 بنام فریقین۔ ہرگاہ مدعی نے دعویٰ دائر کیا ہے لہٰذا مدعا علیہ کو بذریعہ اشتہار ہذا مطلع کیا جاتا ہے کہ مورخہ 2021-12-11 کو بوقت 8:30 صبح عدالت میں حاضر ہو ورنہ کارروائی یکطرفہ عمل میں لائی جائے گی۔: [2, 860, 102, 910]
plot-label: 169: [527, 1487, 539, 1494]
cont-head: بقیہ نمبر 2: [908, 77, 953, 87]
rfp-body: لیاری ڈویلپمنٹ اتھارٹی ٹرانزیکشن ایڈوائزری سروسز کے لیے اہل فرموں سے درخواستیں طلب کرتی ہے۔ بولی کا عمل ایس پی پی آر اے رولز 2010 کے مطابق ہوگا۔ دلچسپی رکھنے والی فرمیں مقررہ تاریخ تک اپنی تجاویز جمع کرائیں۔: [722, 251, 958, 276]
classified-text: بعدالت سینئر سول جج صاحب کراچی شرقی/غربی۔ مقدمہ نمبر 2021 بنام فریقین۔ ہرگاہ مدعی نے دعویٰ دائر کیا ہے لہٰذا مدعا علیہ کو بذریعہ اشتہار ہذا مطلع کیا جاتا ہے کہ مورخہ 2021-12-11 کو بوقت 8:30 صبح عدالت میں حاضر ہو ورنہ کارروائی یکطرفہ عمل میں لائی جائے گی۔: [106, 122, 228, 165]
crown-label: Crown-5: [106, 667, 134, 675]
rfp-website[interactable]: ویب سائٹ: www.lgsindh.gov.pk: [793, 471, 887, 479]
classified-text: بعدالت سینئر سول جج صاحب کراچی شرقی/غربی۔ مقدمہ نمبر 2021 بنام فریقین۔ ہرگاہ مدعی نے دعویٰ دائر کیا ہے لہٰذا مدعا علیہ کو بذریعہ اشتہار ہذا مطلع کیا جاتا ہے کہ مورخہ 2021-12-11 کو بوقت 8:30 صبح عدالت میں حاضر ہو ورنہ کارروائی یکطرفہ عمل میں لائی جائے گی۔: [2, 385, 102, 435]
adg-clause: 3۔ بولی کے ساتھ 2 فیصد بڈ سیکیورٹی کال ڈپازٹ کی صورت میں جمع کرانا ہوگی۔: [262, 1176, 479, 1184]
lda-sign2: اسسٹنٹ ڈائریکٹر (پلاننگ): [635, 1626, 811, 1642]
adg-title1: ایڈیشنل ڈائریکٹوریٹ جنرل: [292, 907, 424, 918]
plot-label: 54: [597, 1343, 605, 1350]
table-row: [723, 332, 958, 342]
classified-text: بعدالت سینئر سول جج صاحب کراچی شرقی/غربی۔ مقدمہ نمبر 2021 بنام فریقین۔ ہرگاہ مدعی نے دعویٰ دائر کیا ہے لہٰذا مدعا علیہ کو بذریعہ اشتہار ہذا مطلع کیا جاتا ہے کہ مورخہ 2021-12-11 کو بوقت 8:30 صبح عدالت میں حاضر ہو ورنہ کارروائی یکطرفہ عمل میں لائی جائے گی۔: [2, 741, 102, 791]
rfp-ref: INF/KRY-4606/2021: [899, 479, 958, 486]
adg-table: [237, 1066, 479, 1087]
kp-dated: Dated Peshawar the,-------2021: [402, 584, 480, 590]
best-label: Best-15: [2, 911, 28, 919]
adg-phone2: 022-9200021: [445, 958, 479, 965]
kp-sign: شرح دستخط: [332, 671, 384, 681]
classified-text: بعدالت سینئر سول جج صاحب کراچی شرقی/غربی۔ مقدمہ نمبر 2021 بنام فریقین۔ ہرگاہ مدعی نے دعویٰ دائر کیا ہے لہٰذا مدعا علیہ کو بذریعہ اشتہار ہذا مطلع کیا جاتا ہے کہ مورخہ 2021-12-11 کو بوقت 8:30 صبح عدالت میں حاضر ہو ورنہ کارروائی یکطرفہ عمل میں لائی جائے گی۔: [106, 518, 228, 561]
classified-phone: 0334-6939888: [106, 167, 155, 174]
map-nc90: N.C 90: [681, 1318, 688, 1338]
table-cell: آئٹم: [354, 1066, 448, 1076]
kp-ref: INF(P)8484/2021: [236, 700, 279, 707]
news-jpmc-column: [488, 20, 718, 898]
table-cell: جمع کرانے کی آخری تاریخ: [797, 332, 957, 342]
jpmc-sign-name: ایگزیکٹو ڈائریکٹر: [566, 425, 640, 436]
divider: [106, 110, 228, 112]
